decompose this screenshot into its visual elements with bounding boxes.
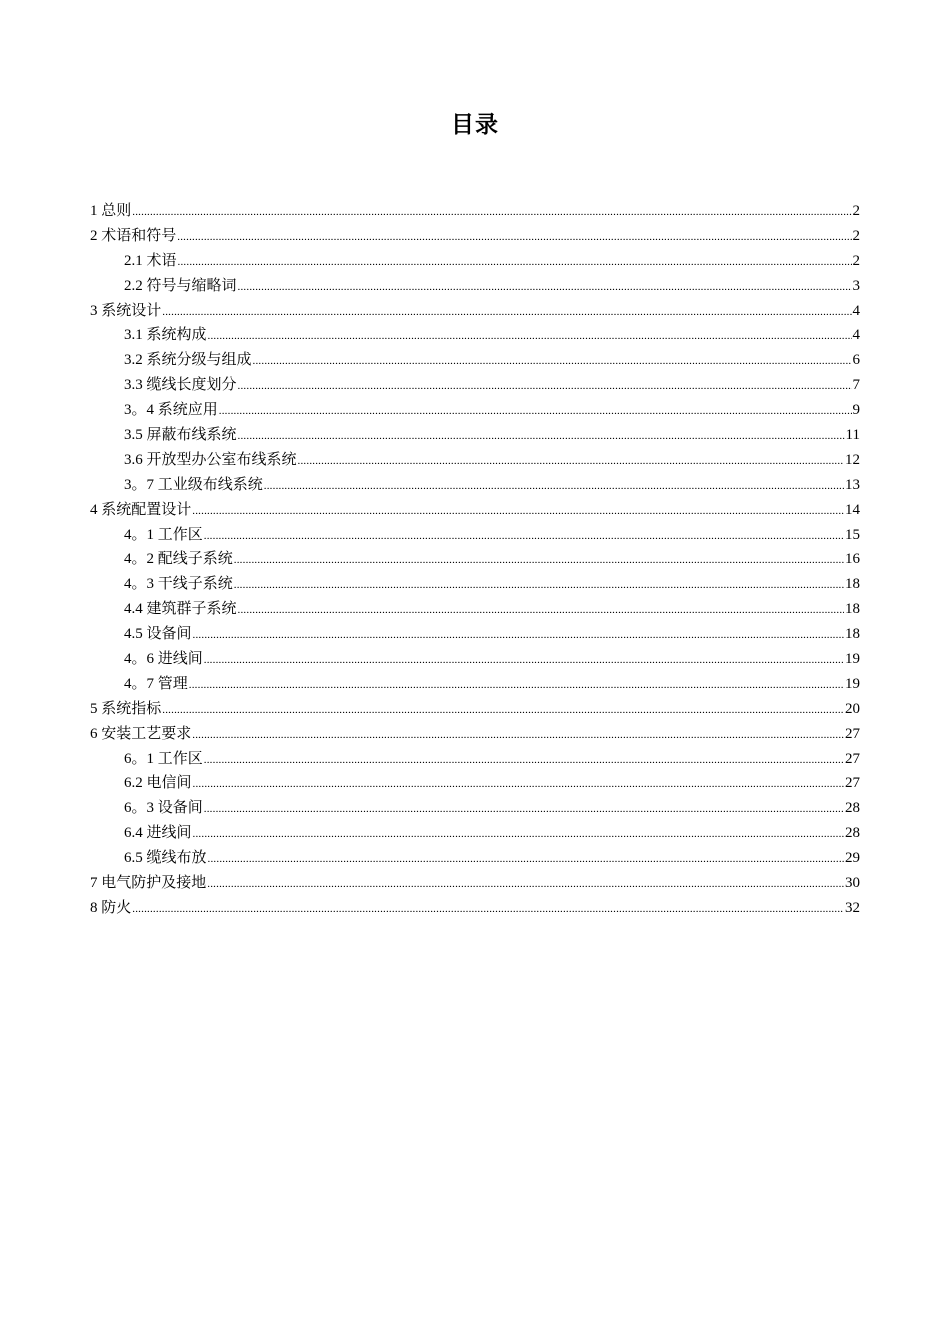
toc-entry-page-number: 13	[845, 476, 860, 493]
toc-entry-label: 5 系统指标	[90, 700, 162, 717]
toc-entry[interactable]	[90, 498, 860, 523]
toc-dot-leader	[238, 275, 852, 300]
toc-entry-label: 6.4 进线间	[124, 825, 192, 842]
toc-entry-label: 4。1 工作区	[124, 526, 203, 543]
toc-entry[interactable]	[90, 199, 860, 224]
toc-dot-leader	[189, 673, 844, 698]
toc-entry-page-number: 2	[852, 227, 860, 244]
toc-entry-label: 4。2 配线子系统	[124, 551, 233, 568]
toc-entry-label: 7 电气防护及接地	[90, 875, 207, 892]
toc-entry-label: 6 安装工艺要求	[90, 725, 192, 742]
toc-dot-leader	[207, 872, 844, 897]
toc-entry-page-number: 18	[845, 576, 860, 593]
toc-entry-page-number: 19	[845, 651, 860, 668]
toc-dot-leader	[204, 748, 844, 773]
toc-entry-label: 4.4 建筑群子系统	[124, 601, 237, 618]
toc-entry-page-number: 32	[845, 899, 860, 916]
toc-entry-label: 3。7 工业级布线系统	[124, 476, 263, 493]
toc-entry-page-number: 2	[852, 252, 860, 269]
toc-entry[interactable]	[90, 597, 860, 622]
toc-entry[interactable]	[90, 373, 860, 398]
toc-entry-label: 3.6 开放型办公室布线系统	[124, 451, 297, 468]
toc-entry-label: 6.2 电信间	[124, 775, 192, 792]
toc-entry-page-number: 9	[852, 402, 860, 419]
toc-entry[interactable]	[90, 299, 860, 324]
toc-entry[interactable]	[90, 249, 860, 274]
toc-entry-label: 3.5 屏蔽布线系统	[124, 427, 237, 444]
toc-title: 目录	[451, 112, 499, 137]
toc-dot-leader	[204, 648, 844, 673]
toc-entry-page-number: 20	[845, 700, 860, 717]
toc-entry-page-number: 4	[852, 327, 860, 344]
toc-entry[interactable]	[90, 547, 860, 572]
toc-entry-page-number: 30	[845, 875, 860, 892]
toc-dot-leader	[193, 623, 844, 648]
toc-entry-page-number: 19	[845, 675, 860, 692]
table-of-contents	[90, 199, 860, 921]
toc-entry[interactable]	[90, 821, 860, 846]
toc-dot-leader	[204, 797, 844, 822]
toc-entry[interactable]	[90, 722, 860, 747]
toc-entry-page-number: 27	[845, 725, 860, 742]
toc-dot-leader	[177, 225, 851, 250]
toc-entry[interactable]	[90, 572, 860, 597]
toc-entry-page-number: 18	[845, 601, 860, 618]
toc-dot-leader	[208, 324, 852, 349]
toc-entry[interactable]	[90, 747, 860, 772]
toc-dot-leader	[219, 399, 852, 424]
toc-dot-leader	[204, 524, 844, 549]
toc-entry-page-number: 28	[845, 825, 860, 842]
toc-entry-label: 6.5 缆线布放	[124, 850, 207, 867]
toc-entry-label: 3 系统设计	[90, 302, 162, 319]
toc-dot-leader	[192, 723, 844, 748]
toc-entry-label: 6。1 工作区	[124, 750, 203, 767]
toc-entry-label: 4。7 管理	[124, 675, 188, 692]
toc-entry[interactable]	[90, 672, 860, 697]
toc-entry-label: 2 术语和符号	[90, 227, 177, 244]
toc-entry[interactable]	[90, 896, 860, 921]
toc-entry-label: 3.1 系统构成	[124, 327, 207, 344]
toc-entry-page-number: 29	[845, 850, 860, 867]
toc-entry-label: 8 防火	[90, 899, 132, 916]
toc-entry-page-number: 2	[852, 203, 860, 219]
toc-entry-page-number: 27	[845, 750, 860, 767]
toc-dot-leader	[208, 847, 844, 872]
toc-entry-label: 1 总则	[90, 203, 132, 219]
toc-entry[interactable]	[90, 224, 860, 249]
toc-entry[interactable]	[90, 647, 860, 672]
toc-entry-label: 4。3 干线子系统	[124, 576, 233, 593]
toc-entry[interactable]	[90, 398, 860, 423]
toc-dot-leader	[298, 449, 844, 474]
toc-entry[interactable]	[90, 846, 860, 871]
toc-entry-label: 4 系统配置设计	[90, 501, 192, 518]
toc-entry[interactable]	[90, 622, 860, 647]
toc-entry-label: 2.1 术语	[124, 252, 177, 269]
toc-entry-page-number: 16	[845, 551, 860, 568]
toc-dot-leader	[238, 598, 844, 623]
toc-entry[interactable]	[90, 697, 860, 722]
toc-entry[interactable]	[90, 871, 860, 896]
toc-entry-page-number: 4	[852, 302, 860, 319]
toc-entry[interactable]	[90, 423, 860, 448]
toc-dot-leader	[132, 897, 844, 922]
toc-entry[interactable]	[90, 796, 860, 821]
toc-dot-leader	[193, 772, 844, 797]
toc-dot-leader	[178, 250, 852, 275]
toc-entry[interactable]	[90, 348, 860, 373]
toc-entry[interactable]	[90, 473, 860, 498]
toc-entry[interactable]	[90, 448, 860, 473]
toc-dot-leader	[192, 499, 844, 524]
toc-entry-page-number: 14	[845, 501, 860, 518]
toc-entry-label: 4。6 进线间	[124, 651, 203, 668]
toc-dot-leader	[238, 424, 845, 449]
toc-entry-label: 4.5 设备间	[124, 626, 192, 643]
toc-entry[interactable]	[90, 274, 860, 299]
toc-entry-label: 3。4 系统应用	[124, 402, 218, 419]
toc-dot-leader	[162, 300, 851, 325]
toc-entry-label: 6。3 设备间	[124, 800, 203, 817]
toc-entry-page-number: 7	[852, 377, 860, 394]
toc-dot-leader	[234, 573, 844, 598]
toc-dot-leader	[264, 474, 844, 499]
toc-entry-label: 2.2 符号与缩略词	[124, 277, 237, 294]
toc-dot-leader	[253, 349, 852, 374]
toc-entry-page-number: 6	[852, 352, 860, 369]
toc-entry-page-number: 15	[845, 526, 860, 543]
toc-entry-label: 3.3 缆线长度划分	[124, 377, 237, 394]
toc-entry-page-number: 18	[845, 626, 860, 643]
toc-entry[interactable]	[90, 323, 860, 348]
toc-dot-leader	[193, 822, 844, 847]
toc-entry-page-number: 28	[845, 800, 860, 817]
toc-entry-page-number: 12	[845, 451, 860, 468]
toc-dot-leader	[162, 698, 844, 723]
toc-entry-page-number: 11	[845, 427, 860, 444]
toc-entry[interactable]	[90, 523, 860, 548]
toc-entry-page-number: 27	[845, 775, 860, 792]
toc-entry[interactable]	[90, 771, 860, 796]
toc-dot-leader	[132, 200, 851, 225]
toc-dot-leader	[234, 548, 844, 573]
toc-dot-leader	[238, 374, 852, 399]
toc-entry-label: 3.2 系统分级与组成	[124, 352, 252, 369]
toc-entry-page-number: 3	[852, 277, 860, 294]
